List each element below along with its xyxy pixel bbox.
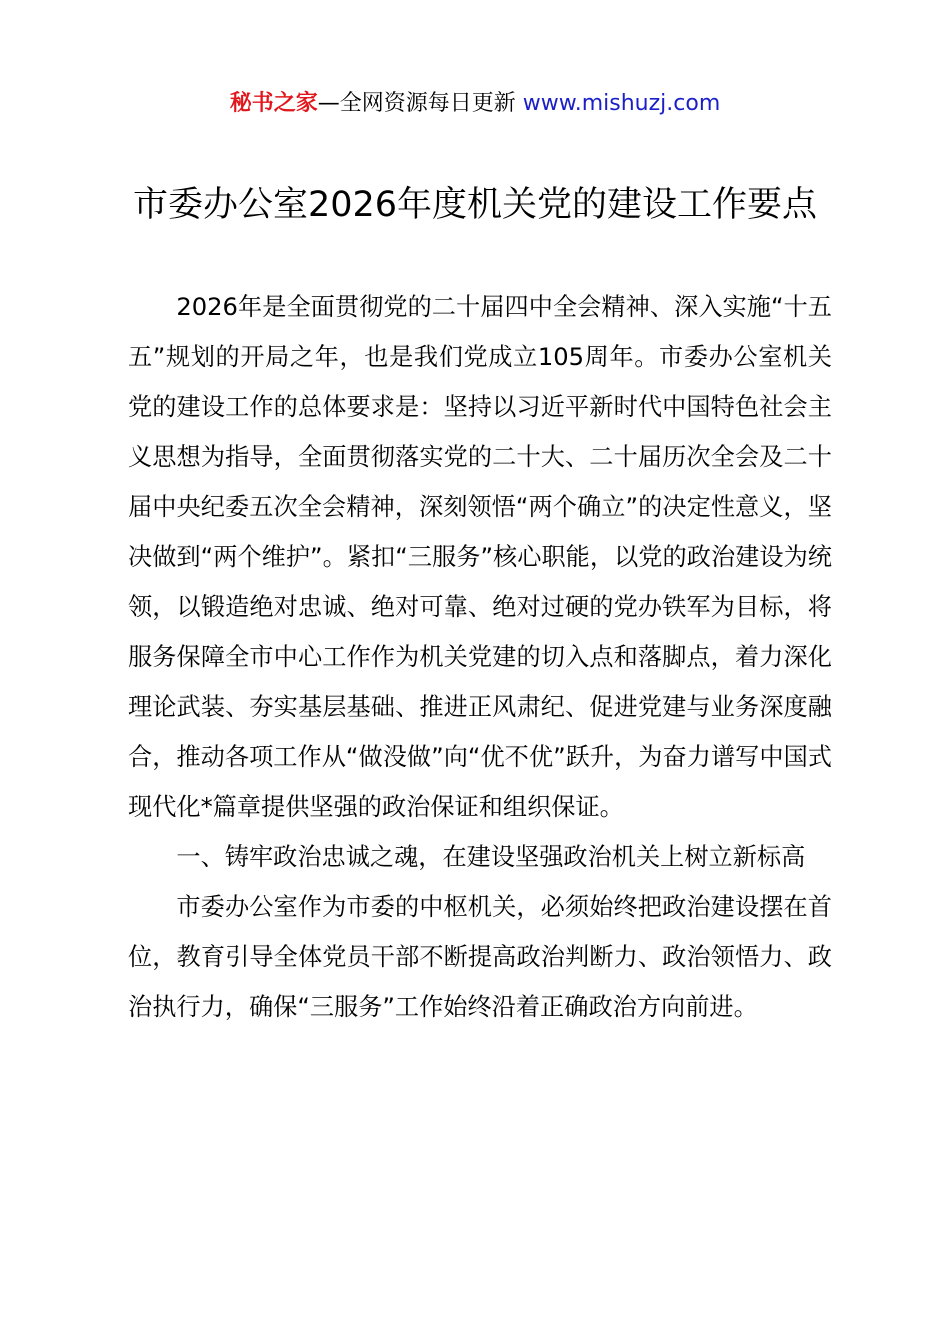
- document-body: [128, 282, 832, 1032]
- brand-name: 秘书之家: [229, 91, 318, 116]
- header-slogan: —全网资源每日更新: [317, 91, 523, 116]
- document-title: 市委办公室2026年度机关党的建设工作要点: [132, 185, 818, 225]
- intro-paragraph: 2026年是全面贯彻党的二十届四中全会精神、深入实施“十五五”规划的开局之年，也是我们党成立105周年。市委办公室机关党的建设工作的总体要求是：坚持以习近平新时代中国特色社会主义思想为指导，全面贯彻落实党的二十大、二十届历次全会及二十届中央纪委五次全会精神，深刻领悟“两个确立”的决定性意义，坚决做到“两个维护”。紧扣“三服务”核心职能，以党的政治建设为统领，以锻造绝对忠诚、绝对可靠、绝对过硬的党办铁军为目标，将服务保障全市中心工作作为机关党建的切入点和落脚点，着力深化理论武装、夯实基层基础、推进正风肃纪、促进党建与业务深度融合，推动各项工作从“做没做”向“优不优”跃升，为奋力谱写中国式现代化*篇章提供坚强的政治保证和组织保证。: [128, 293, 832, 821]
- section-1-paragraph: 市委办公室作为市委的中枢机关，必须始终把政治建设摆在首位，教育引导全体党员干部不断提高政治判断力、政治领悟力、政治执行力，确保“三服务”工作始终沿着正确政治方向前进。: [128, 893, 832, 1021]
- section-1-heading: 一、铸牢政治忠诚之魂，在建设坚强政治机关上树立新标高: [176, 843, 806, 871]
- site-url-link[interactable]: www.mishuzj.com: [522, 91, 721, 116]
- site-header: [0, 88, 950, 120]
